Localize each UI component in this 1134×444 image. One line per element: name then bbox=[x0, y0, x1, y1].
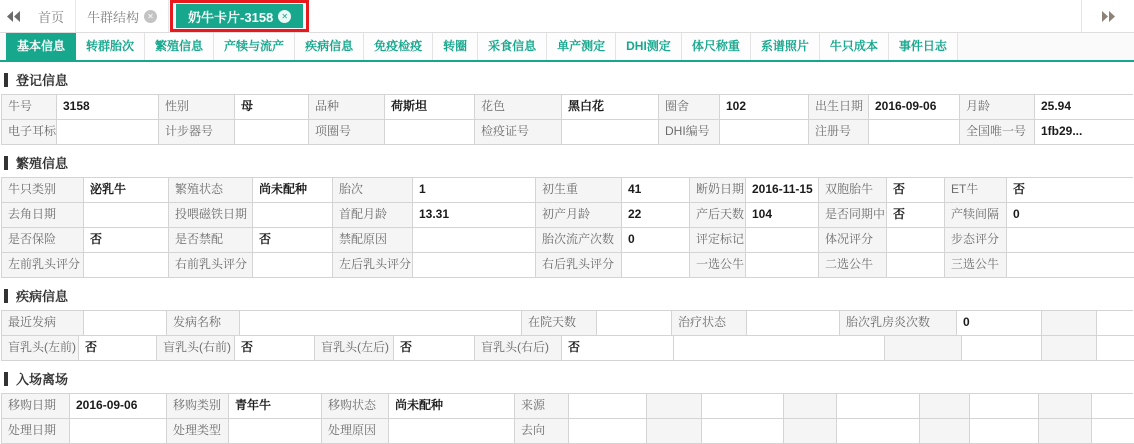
table-row bbox=[2, 253, 1133, 278]
field-value bbox=[385, 120, 475, 145]
table-row bbox=[2, 228, 1133, 253]
table-row bbox=[2, 95, 1133, 120]
tab-label: 牛群结构 bbox=[87, 9, 140, 25]
field-value bbox=[84, 203, 169, 228]
card-content bbox=[0, 70, 1134, 444]
field-value bbox=[746, 253, 819, 278]
field-value: 否 bbox=[1007, 178, 1134, 203]
field-label: 来源 bbox=[515, 394, 569, 419]
field-label: 左前乳头评分 bbox=[2, 253, 84, 278]
field-label: 初产月龄 bbox=[536, 203, 622, 228]
field-value: 尚未配种 bbox=[253, 178, 333, 203]
field-label bbox=[1042, 311, 1097, 336]
close-tab-icon[interactable]: ✕ bbox=[144, 10, 157, 23]
field-label: 花色 bbox=[475, 95, 562, 120]
field-value: 0 bbox=[1007, 203, 1134, 228]
field-label: 全国唯一号 bbox=[960, 120, 1035, 145]
subtab-4[interactable]: 产犊与流产 bbox=[214, 33, 295, 60]
section-title-bar-icon bbox=[4, 289, 8, 303]
top-tabs-group bbox=[27, 0, 309, 32]
field-label bbox=[784, 394, 837, 419]
field-value bbox=[253, 253, 333, 278]
tabs-expand-button[interactable] bbox=[1082, 0, 1134, 32]
field-label: 步态评分 bbox=[945, 228, 1007, 253]
field-value: 荷斯坦 bbox=[385, 95, 475, 120]
field-label: 是否禁配 bbox=[169, 228, 253, 253]
field-value bbox=[1097, 311, 1134, 336]
subtab-1[interactable]: 基本信息 bbox=[6, 33, 76, 60]
field-value bbox=[413, 253, 536, 278]
field-label: DHI编号 bbox=[659, 120, 720, 145]
tab-label: 首页 bbox=[38, 9, 65, 25]
subtab-2[interactable]: 转群胎次 bbox=[76, 33, 145, 60]
section-title-bar-icon bbox=[4, 156, 8, 170]
field-value: 2016-09-06 bbox=[70, 394, 167, 419]
field-label: 牛号 bbox=[2, 95, 57, 120]
field-value bbox=[413, 228, 536, 253]
field-value bbox=[240, 311, 522, 336]
field-label: 移购日期 bbox=[2, 394, 70, 419]
field-label: 注册号 bbox=[809, 120, 869, 145]
subtab-6[interactable]: 免疫检疫 bbox=[364, 33, 433, 60]
field-label: 体况评分 bbox=[819, 228, 887, 253]
field-label: 计步器号 bbox=[159, 120, 235, 145]
field-label bbox=[647, 394, 702, 419]
field-label: 检疫证号 bbox=[475, 120, 562, 145]
field-value: 否 bbox=[887, 203, 945, 228]
field-label: 在院天数 bbox=[522, 311, 597, 336]
top-tab-home[interactable] bbox=[27, 0, 76, 32]
field-label: 处理类型 bbox=[167, 419, 229, 444]
subtab-8[interactable]: 采食信息 bbox=[478, 33, 547, 60]
field-value bbox=[746, 228, 819, 253]
field-value: 否 bbox=[394, 336, 475, 361]
table-row bbox=[2, 394, 1133, 419]
field-value bbox=[970, 394, 1039, 419]
field-label: 胎次流产次数 bbox=[536, 228, 622, 253]
field-label: 右前乳头评分 bbox=[169, 253, 253, 278]
table-row bbox=[2, 178, 1133, 203]
section-title-text: 疾病信息 bbox=[16, 289, 69, 304]
field-value bbox=[887, 228, 945, 253]
field-value bbox=[887, 253, 945, 278]
field-label: 牛只类别 bbox=[2, 178, 84, 203]
disease-table bbox=[1, 310, 1133, 361]
field-value bbox=[1092, 394, 1134, 419]
tabbar-spacer bbox=[309, 0, 1081, 32]
section-title-bar-icon bbox=[4, 372, 8, 386]
field-value: 0 bbox=[622, 228, 690, 253]
field-label: 盲乳头(左后) bbox=[315, 336, 394, 361]
field-value: 0 bbox=[957, 311, 1042, 336]
section-title-registration bbox=[4, 70, 1133, 89]
field-value: 黑白花 bbox=[562, 95, 659, 120]
field-label: 三选公牛 bbox=[945, 253, 1007, 278]
subtab-14[interactable]: 事件日志 bbox=[889, 33, 958, 60]
field-value bbox=[235, 120, 309, 145]
field-value: 102 bbox=[720, 95, 809, 120]
field-value bbox=[1007, 253, 1134, 278]
section-title-disease bbox=[4, 286, 1133, 305]
field-value bbox=[84, 253, 169, 278]
field-value: 41 bbox=[622, 178, 690, 203]
field-value: 否 bbox=[235, 336, 315, 361]
field-label: 断奶日期 bbox=[690, 178, 746, 203]
field-label: 繁殖状态 bbox=[169, 178, 253, 203]
top-tab-herd-structure[interactable] bbox=[76, 0, 169, 32]
field-label: 一选公牛 bbox=[690, 253, 746, 278]
field-label: 项圈号 bbox=[309, 120, 385, 145]
section-title-text: 登记信息 bbox=[16, 73, 69, 88]
section-title-text: 入场离场 bbox=[16, 372, 69, 387]
field-label: 投喂磁铁日期 bbox=[169, 203, 253, 228]
field-label: 品种 bbox=[309, 95, 385, 120]
field-label: 盲乳头(右后) bbox=[475, 336, 562, 361]
subtab-13[interactable]: 牛只成本 bbox=[820, 33, 889, 60]
section-title-movement bbox=[4, 369, 1133, 388]
field-label: 发病名称 bbox=[167, 311, 240, 336]
subtab-7[interactable]: 转圈 bbox=[433, 33, 478, 60]
field-value bbox=[702, 394, 784, 419]
field-value: 否 bbox=[562, 336, 674, 361]
section-title-bar-icon bbox=[4, 73, 8, 87]
field-value bbox=[869, 120, 960, 145]
subtab-9[interactable]: 单产测定 bbox=[547, 33, 616, 60]
field-value bbox=[720, 120, 809, 145]
field-value bbox=[674, 336, 885, 361]
field-value bbox=[622, 253, 690, 278]
field-label: 胎次 bbox=[333, 178, 413, 203]
movement-table bbox=[1, 393, 1133, 444]
field-label: 评定标记 bbox=[690, 228, 746, 253]
field-value: 1fb29... bbox=[1035, 120, 1134, 145]
field-value bbox=[84, 311, 167, 336]
field-value: 25.94 bbox=[1035, 95, 1134, 120]
field-label: 右后乳头评分 bbox=[536, 253, 622, 278]
subtab-10[interactable]: DHI测定 bbox=[616, 33, 682, 60]
field-label: 产后天数 bbox=[690, 203, 746, 228]
breeding-table bbox=[1, 177, 1133, 278]
field-value: 1 bbox=[413, 178, 536, 203]
tab-label: 奶牛卡片-3158 bbox=[188, 9, 274, 25]
field-label: 盲乳头(左前) bbox=[2, 336, 79, 361]
subtab-11[interactable]: 体尺称重 bbox=[682, 33, 751, 60]
field-value bbox=[562, 120, 659, 145]
close-tab-icon[interactable]: ✕ bbox=[278, 10, 291, 23]
tabs-collapse-button[interactable] bbox=[0, 0, 27, 32]
field-label: 性别 bbox=[159, 95, 235, 120]
field-label: 最近发病 bbox=[2, 311, 84, 336]
field-value bbox=[253, 203, 333, 228]
field-value: 2016-09-06 bbox=[869, 95, 960, 120]
field-label: 处理日期 bbox=[2, 419, 70, 444]
section-title-breeding bbox=[4, 153, 1133, 172]
field-label: 二选公牛 bbox=[819, 253, 887, 278]
double-left-chevron-icon bbox=[7, 11, 20, 22]
field-value: 否 bbox=[79, 336, 157, 361]
field-label bbox=[1042, 336, 1097, 361]
field-value: 22 bbox=[622, 203, 690, 228]
detail-tab-bar bbox=[0, 33, 1134, 62]
field-label: ET牛 bbox=[945, 178, 1007, 203]
field-label: 移购类别 bbox=[167, 394, 229, 419]
field-label: 去角日期 bbox=[2, 203, 84, 228]
subtab-12[interactable]: 系谱照片 bbox=[751, 33, 820, 60]
field-value: 2016-11-15 bbox=[746, 178, 819, 203]
field-value: 13.31 bbox=[413, 203, 536, 228]
field-value: 尚未配种 bbox=[389, 394, 515, 419]
field-value bbox=[1007, 228, 1134, 253]
top-tab-bar bbox=[0, 0, 1134, 33]
field-label: 移购状态 bbox=[322, 394, 389, 419]
field-value bbox=[1097, 336, 1134, 361]
table-row bbox=[2, 203, 1133, 228]
field-label bbox=[920, 394, 970, 419]
field-label: 产犊间隔 bbox=[945, 203, 1007, 228]
field-value: 否 bbox=[887, 178, 945, 203]
field-value: 青年牛 bbox=[229, 394, 322, 419]
field-label: 圈舍 bbox=[659, 95, 720, 120]
table-row bbox=[2, 311, 1133, 336]
field-label: 月龄 bbox=[960, 95, 1035, 120]
field-label: 去向 bbox=[515, 419, 569, 444]
field-label: 禁配原因 bbox=[333, 228, 413, 253]
field-label: 治疗状态 bbox=[672, 311, 747, 336]
subtab-5[interactable]: 疾病信息 bbox=[295, 33, 364, 60]
field-label: 盲乳头(右前) bbox=[157, 336, 235, 361]
top-tab-cow-card[interactable] bbox=[176, 4, 303, 28]
table-row bbox=[2, 120, 1133, 145]
annotation-highlight-box bbox=[170, 0, 309, 32]
field-value: 母 bbox=[235, 95, 309, 120]
field-label bbox=[885, 336, 962, 361]
double-right-chevron-icon bbox=[1102, 11, 1115, 22]
field-label: 出生日期 bbox=[809, 95, 869, 120]
field-value bbox=[962, 336, 1042, 361]
field-value bbox=[837, 394, 920, 419]
field-label: 首配月龄 bbox=[333, 203, 413, 228]
subtab-3[interactable]: 繁殖信息 bbox=[145, 33, 214, 60]
field-label: 是否同期中 bbox=[819, 203, 887, 228]
field-label: 是否保险 bbox=[2, 228, 84, 253]
field-label: 左后乳头评分 bbox=[333, 253, 413, 278]
field-label bbox=[1039, 394, 1092, 419]
registration-table bbox=[1, 94, 1133, 145]
field-label: 处理原因 bbox=[322, 419, 389, 444]
field-value bbox=[747, 311, 840, 336]
field-value: 3158 bbox=[57, 95, 159, 120]
field-value: 否 bbox=[253, 228, 333, 253]
field-value: 104 bbox=[746, 203, 819, 228]
field-value bbox=[569, 394, 647, 419]
field-label: 双胞胎牛 bbox=[819, 178, 887, 203]
field-value bbox=[57, 120, 159, 145]
field-label: 胎次乳房炎次数 bbox=[840, 311, 957, 336]
section-title-text: 繁殖信息 bbox=[16, 156, 69, 171]
field-label: 电子耳标 bbox=[2, 120, 57, 145]
field-value: 否 bbox=[84, 228, 169, 253]
field-value: 泌乳牛 bbox=[84, 178, 169, 203]
table-row bbox=[2, 336, 1133, 361]
field-label: 初生重 bbox=[536, 178, 622, 203]
field-value bbox=[597, 311, 672, 336]
